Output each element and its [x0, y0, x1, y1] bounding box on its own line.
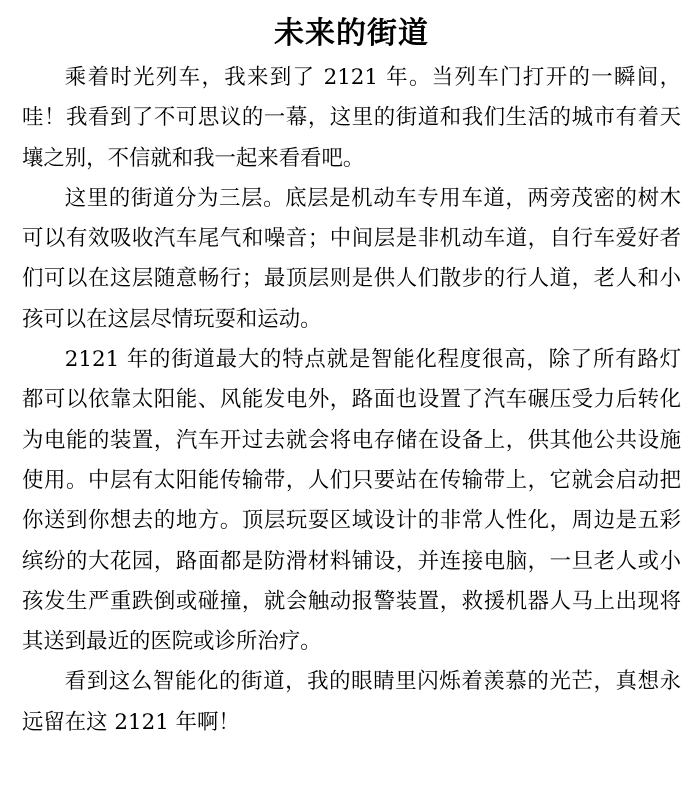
- document-title: 未来的街道: [274, 16, 429, 51]
- paragraph-3: 2121 年的街道最大的特点就是智能化程度很高，除了所有路灯都可以依靠太阳能、风能发电外，路面也设置了汽车碾压受力后转化为电能的装置，汽车开过去就会将电存储在设备上，供其他公共设施使用。中层有太阳能传输带，人们只要站在传输带上，它就会启动把你送到你想去的地方。顶层玩耍区域设计的非常人性化，周边是五彩缤纷的大花园，路面都是防滑材料铺设，并连接电脑，一旦老人或小孩发生严重跌倒或碰撞，就会触动报警装置，救援机器人马上出现将其送到最近的医院或诊所治疗。: [22, 347, 681, 655]
- paragraph-4: 看到这么智能化的街道，我的眼睛里闪烁着羡慕的光芒，真想永远留在这 2121 年啊！: [22, 669, 681, 735]
- paragraph-2: 这里的街道分为三层。底层是机动车专用车道，两旁茂密的树木可以有效吸收汽车尾气和噪音；中间层是非机动车道，自行车爱好者们可以在这层随意畅行；最顶层则是供人们散步的行人道，老人和小孩可以在这层尽情玩耍和运动。: [22, 185, 681, 332]
- paragraph-1: 乘着时光列车，我来到了 2121 年。当列车门打开的一瞬间，哇！我看到了不可思议的一幕，这里的街道和我们生活的城市有着天壤之别，不信就和我一起来看看吧。: [22, 65, 681, 171]
